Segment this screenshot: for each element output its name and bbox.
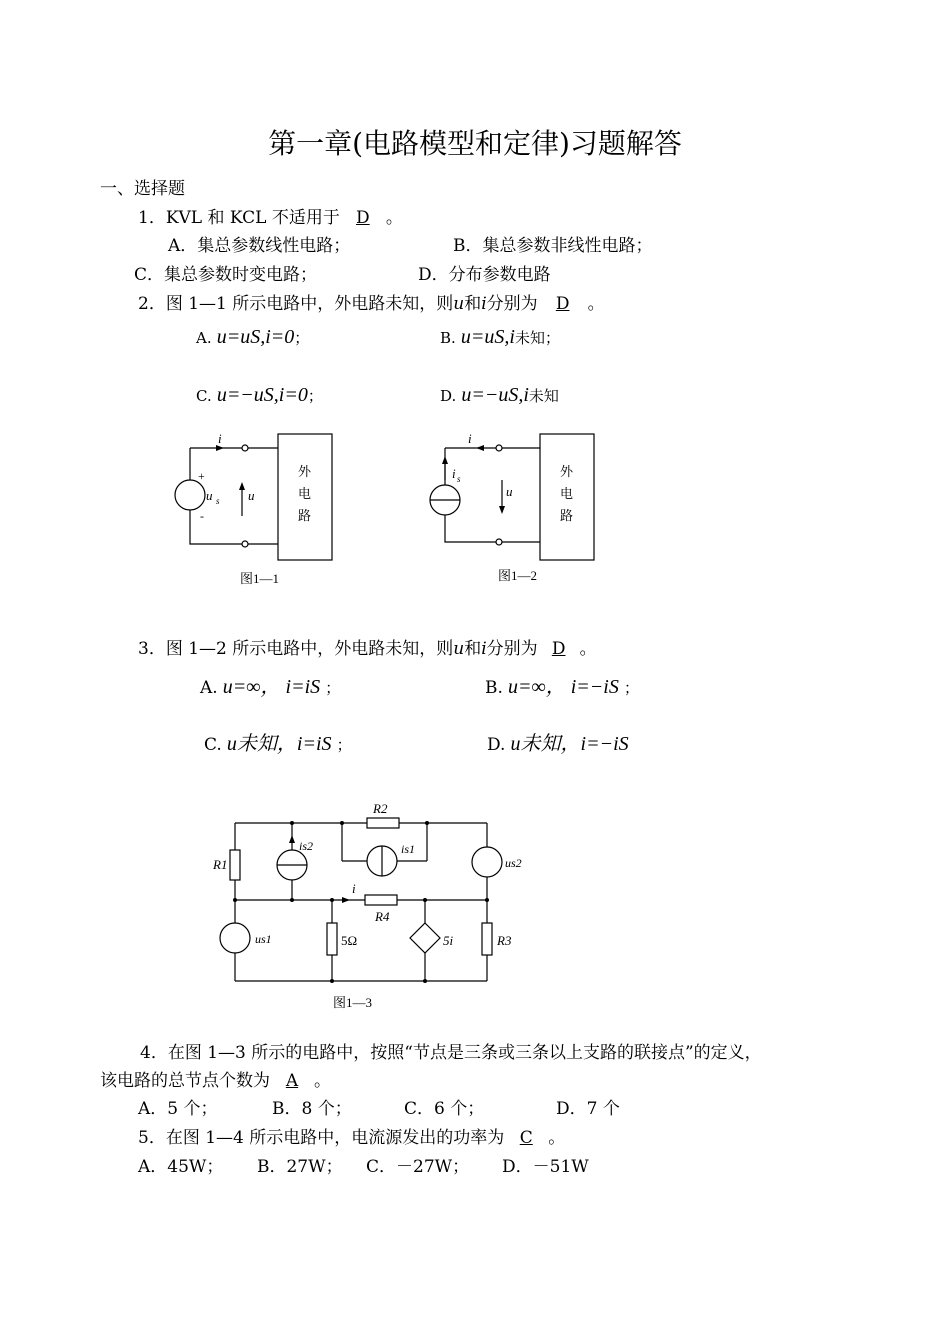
q2-option-d-tail: 未知	[528, 387, 559, 405]
fig11-caption: 图1—1	[240, 571, 280, 586]
q5-option-d: D．－51W	[502, 1157, 589, 1177]
q5-answer: C	[519, 1128, 533, 1148]
q2-option-a-expr: u=uS,i=0	[216, 326, 295, 348]
q2-option-c-expr: u=−uS,i=0	[216, 384, 308, 406]
page-title: 第一章(电路模型和定律)习题解答	[268, 127, 682, 160]
fig11-plus: +	[198, 469, 205, 483]
q2-option-b-expr: u=uS,i	[460, 326, 515, 348]
fig13-r1: R1	[213, 857, 228, 872]
fig13-us1: us1	[255, 932, 272, 946]
q1-stem	[138, 203, 403, 228]
figure-1-3	[205, 795, 545, 1015]
q3-option-b-expr: u=∞， i=−iS	[508, 676, 619, 698]
r4-resistor	[365, 895, 397, 905]
q1-option-c: C．集总参数时变电路；	[134, 265, 318, 285]
fig13-caption: 图1—3	[333, 995, 373, 1010]
q3-option-c	[204, 727, 352, 756]
section-heading: 一、选择题	[100, 179, 185, 199]
q1-option-a: A．集总参数线性电路；	[168, 236, 351, 256]
q5-stem-text: 5．在图 1—4 所示电路中，电流源发出的功率为	[138, 1128, 505, 1148]
fig11-box-3: 路	[298, 508, 312, 523]
q4-answer: A	[285, 1071, 299, 1091]
fig11-src-label: u	[206, 488, 213, 503]
q2-option-d-expr: u=−uS,i	[461, 384, 529, 406]
q4-line1: 4．在图 1—3 所示的电路中，按照“节点是三条或三条以上支路的联接点”的定义，	[140, 1043, 762, 1063]
q5-option-b: B．27W；	[257, 1157, 343, 1177]
q3-option-c-label: C.	[204, 735, 222, 755]
q3-option-b-label: B.	[485, 678, 503, 698]
q5-stem	[138, 1123, 565, 1148]
q3-option-d	[487, 727, 629, 756]
q2-stem-text-2: 分别为	[486, 294, 538, 314]
fig13-i: i	[352, 881, 356, 896]
q2-option-d	[440, 384, 559, 407]
q3-option-c-expr: u未知，i=iS	[226, 733, 332, 755]
q4-line2-end: 。	[314, 1071, 331, 1091]
fig12-i-label: i	[468, 431, 472, 446]
q3-option-c-tail: ；	[336, 736, 352, 754]
q2-option-d-label: D.	[440, 387, 457, 405]
fig13-is1: is1	[401, 842, 416, 856]
r1-resistor	[230, 850, 240, 880]
q3-stem-text: 3．图 1—2 所示电路中，外电路未知，则	[138, 639, 454, 659]
q4-option-a: A．5 个；	[138, 1099, 218, 1119]
q3-stem	[138, 634, 597, 659]
q3-he: 和	[464, 639, 482, 659]
q3-option-d-expr: u未知，i=−iS	[510, 733, 629, 755]
q1-option-b: B．集总参数非线性电路；	[453, 236, 653, 256]
q2-option-a-label: A.	[196, 329, 212, 347]
fig12-box-2: 电	[560, 486, 574, 501]
q3-i: i	[481, 639, 487, 659]
fig12-box-1: 外	[560, 464, 574, 479]
q5-stem-end: 。	[548, 1128, 566, 1148]
q5-option-a: A．45W；	[138, 1157, 224, 1177]
figure-1-2	[410, 428, 610, 590]
q5-option-c: C．－27W；	[366, 1157, 470, 1177]
q2-option-c	[196, 384, 323, 407]
fig11-box-1: 外	[298, 464, 312, 479]
q2-i: i	[481, 294, 487, 314]
q3-stem-end: 。	[579, 639, 597, 659]
q2-stem	[138, 289, 605, 314]
fig13-5ohm: 5Ω	[341, 933, 358, 948]
q2-option-c-tail: ；	[307, 387, 323, 405]
q2-stem-end: 。	[587, 294, 605, 314]
q2-u: u	[453, 294, 465, 314]
figure-1-1	[160, 428, 350, 590]
q2-option-b-tail: 未知；	[514, 329, 560, 347]
q2-option-a-tail: ；	[294, 329, 310, 347]
fig11-src-sub: s	[216, 496, 220, 506]
fig12-caption: 图1—2	[498, 568, 538, 583]
fig11-box-2: 电	[298, 486, 312, 501]
q3-option-a-tail: ；	[325, 679, 341, 697]
q3-option-b-tail: ；	[623, 679, 639, 697]
q4-option-c: C．6 个；	[404, 1099, 485, 1119]
q1-stem-end: 。	[385, 208, 403, 228]
q4-line2-text: 该电路的总节点个数为	[100, 1071, 270, 1091]
fig13-r4: R4	[375, 909, 390, 924]
fig11-minus: -	[200, 509, 204, 523]
q3-stem-text-2: 分别为	[486, 639, 538, 659]
fig13-r3: R3	[497, 933, 512, 948]
fig13-r2: R2	[373, 801, 388, 816]
fig12-src-sub: s	[457, 474, 461, 484]
r2-resistor	[367, 818, 399, 828]
q3-option-a-label: A.	[200, 678, 218, 698]
fig13-us2: us2	[505, 856, 522, 870]
fig12-src-label: i	[452, 466, 456, 481]
q1-answer: D	[356, 208, 370, 228]
fig13-is2: is2	[299, 839, 314, 853]
fig12-u-label: u	[506, 484, 513, 499]
q1-option-d: D．分布参数电路	[418, 265, 551, 285]
q3-answer: D	[551, 639, 566, 659]
q3-option-a-expr: u=∞， i=iS	[222, 676, 321, 698]
q3-option-b	[485, 670, 639, 699]
q2-answer: D	[555, 294, 570, 314]
voltage-source-icon	[175, 480, 205, 510]
q2-option-b	[440, 326, 560, 349]
q3-option-d-label: D.	[487, 735, 506, 755]
q4-option-d: D．7 个	[556, 1099, 620, 1119]
q3-option-a	[200, 670, 340, 699]
q4-option-b: B．8 个；	[272, 1099, 352, 1119]
q4-line2	[100, 1066, 331, 1091]
q3-u: u	[453, 639, 465, 659]
fig11-u-label: u	[248, 488, 255, 503]
fig13-dep: 5i	[443, 933, 454, 948]
q1-stem-text: 1．KVL 和 KCL 不适用于	[138, 208, 340, 228]
q2-option-a	[196, 326, 309, 349]
q2-option-c-label: C.	[196, 387, 212, 405]
q2-option-b-label: B.	[440, 329, 456, 347]
fig11-i-label: i	[218, 431, 222, 446]
fig12-box-3: 路	[560, 508, 574, 523]
q2-stem-text: 2．图 1—1 所示电路中，外电路未知，则	[138, 294, 454, 314]
q2-he: 和	[464, 294, 482, 314]
